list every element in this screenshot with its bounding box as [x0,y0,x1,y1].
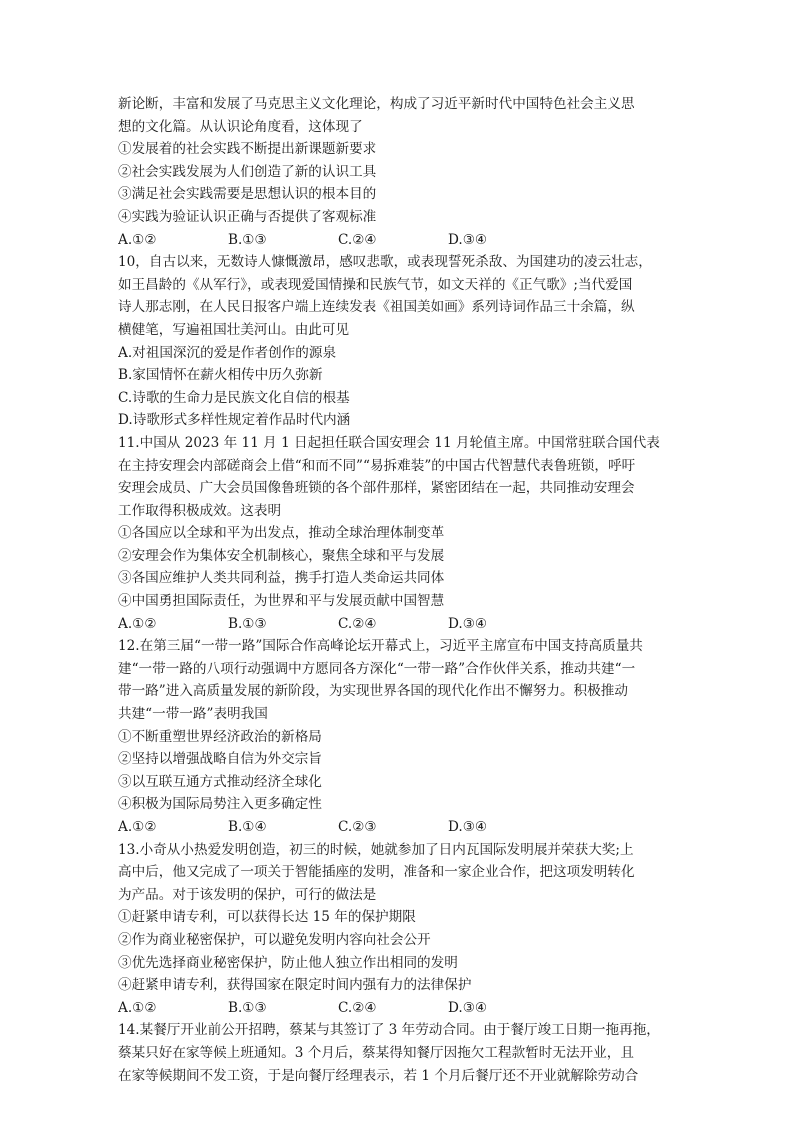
statement-3: ③满足社会实践需要是思想认识的根本目的 [118,186,377,203]
question-11 [118,432,684,635]
question-stem-line: 13.小奇从小热爱发明创造，初三的时候，她就参加了日内瓦国际发明展并荣获大奖;上 [118,841,634,858]
statement-4: ④实践为验证认识正确与否提供了客观标准 [118,208,377,225]
question-stem-line: 想的文化篇。从认识论角度看，这体现了 [118,118,363,135]
question-10 [118,251,684,432]
option-c: C.②③ [338,819,377,835]
question-stem-line: 为产品。对于该发明的保护，可行的做法是 [118,886,377,903]
answer-options [118,816,684,839]
page-content [118,93,684,1087]
option-b: B.①③ [228,615,267,632]
option-a: A.①② [118,819,157,835]
question-stem-line: 蔡某只好在家等候上班通知。3 个月后，蔡某得知餐厅因拖欠工程款暂时无法开业，且 [118,1044,634,1061]
question-stem-line: 诗人那志刚，在人民日报客户端上连续发表《祖国美如画》系列诗词作品三十余篇，纵 [118,299,635,316]
question-stem-line: 建“一带一路的八项行动强调中方愿同各方深化“一带一路”合作伙伴关系，推动共建“一 [118,660,636,677]
option-a: A.①② [118,231,157,248]
question-stem-line: 共建“一带一路”表明我国 [118,706,268,723]
option-d: D.③④ [448,999,488,1016]
question-stem-line: 在主持安理会内部磋商会上借“和而不同”“易拆难装”的中国古代智慧代表鲁班锁，呼吁 [118,457,636,474]
option-b: B.家国情怀在薪火相传中历久弥新 [118,367,323,384]
statement-1: ①不断重塑世界经济政治的新格局 [118,728,322,745]
question-stem-line: 11.中国从 2023 年 11 月 1 日起担任联合国安理会 11 月轮值主席。中国常驻联合国代表 [118,434,660,451]
question-13 [118,839,684,1020]
statement-3: ③各国应维护人类共同利益，携手打造人类命运共同体 [118,570,445,587]
statement-1: ①各国应以全球和平为出发点，推动全球治理体制变革 [118,525,445,542]
statement-4: ④中国勇担国际责任，为世界和平与发展贡献中国智慧 [118,593,445,610]
option-c: C.②④ [338,231,377,248]
option-a: A.①② [118,999,157,1016]
option-a: A.对祖国深沉的爱是作者创作的源泉 [118,344,337,361]
question-stem-line: 工作取得积极成效。这表明 [118,502,282,519]
option-c: C.②④ [338,615,377,632]
question-stem-line: 14.某餐厅开业前公开招聘，蔡某与其签订了 3 年劳动合同。由于餐厅竣工日期一拖再拖， [118,1022,660,1039]
question-stem-line: 12.在第三届“一带一路”国际合作高峰论坛开幕式上，习近平主席宣布中国支持高质量共 [118,638,643,655]
question-9 [118,93,684,251]
answer-options [118,613,684,636]
answer-options [118,229,684,252]
question-stem-line: 新论断，丰富和发展了马克思主义文化理论，构成了习近平新时代中国特色社会主义思 [118,96,635,112]
option-b: B.①④ [228,819,267,835]
option-c: C.②④ [338,999,377,1016]
option-d: D.③④ [448,615,488,632]
question-stem-line: 安理会成员、广大会员国像鲁班锁的各个部件那样，紧密团结在一起，共同推动安理会 [118,480,635,497]
option-c: C.诗歌的生命力是民族文化自信的根基 [118,389,350,406]
statement-1: ①赶紧申请专利，可以获得长达 15 年的保护期限 [118,909,416,926]
question-14 [118,1019,684,1087]
statement-2: ②作为商业秘密保护，可以避免发明内容向社会公开 [118,931,431,948]
statement-2: ②坚持以增强战略自信为外交宗旨 [118,751,322,768]
question-stem-line: 10，自古以来，无数诗人慷慨激昂，感叹悲歌，或表现誓死杀敌、为国建功的凌云壮志， [118,254,652,271]
question-stem-line: 高中后，他又完成了一项关于智能插座的发明，准备和一家企业合作，把这项发明转化 [118,864,635,881]
question-stem-line: 如王昌龄的《从军行》，或表现爱国情操和民族气节，如文天祥的《正气歌》;当代爱国 [118,276,633,293]
statement-4: ④赶紧申请专利，获得国家在限定时间内强有力的法律保护 [118,977,472,994]
option-d: D.诗歌形式多样性规定着作品时代内涵 [118,412,351,429]
option-b: B.①③ [228,231,267,248]
option-a: A.①② [118,615,157,632]
answer-options [118,997,684,1020]
question-12 [118,635,684,838]
question-stem-line: 在家等候期间不发工资，于是向餐厅经理表示，若 1 个月后餐厅还不开业就解除劳动合 [118,1067,639,1084]
question-stem-line: 横健笔，写遍祖国壮美河山。由此可见 [118,321,350,338]
option-d: D.③④ [448,819,488,835]
option-d: D.③④ [448,231,488,248]
statement-2: ②安理会作为集体安全机制核心，聚焦全球和平与发展 [118,547,445,564]
statement-1: ①发展着的社会实践不断提出新课题新要求 [118,141,377,158]
statement-4: ④积极为国际局势注入更多确定性 [118,796,322,813]
statement-2: ②社会实践发展为人们创造了新的认识工具 [118,163,377,180]
option-b: B.①③ [228,999,267,1016]
statement-3: ③以互联互通方式推动经济全球化 [118,773,322,790]
statement-3: ③优先选择商业秘密保护，防止他人独立作出相同的发明 [118,954,458,971]
question-stem-line: 带一路”进入高质量发展的新阶段，为实现世界各国的现代化作出不懈努力。积极推动 [118,683,628,700]
